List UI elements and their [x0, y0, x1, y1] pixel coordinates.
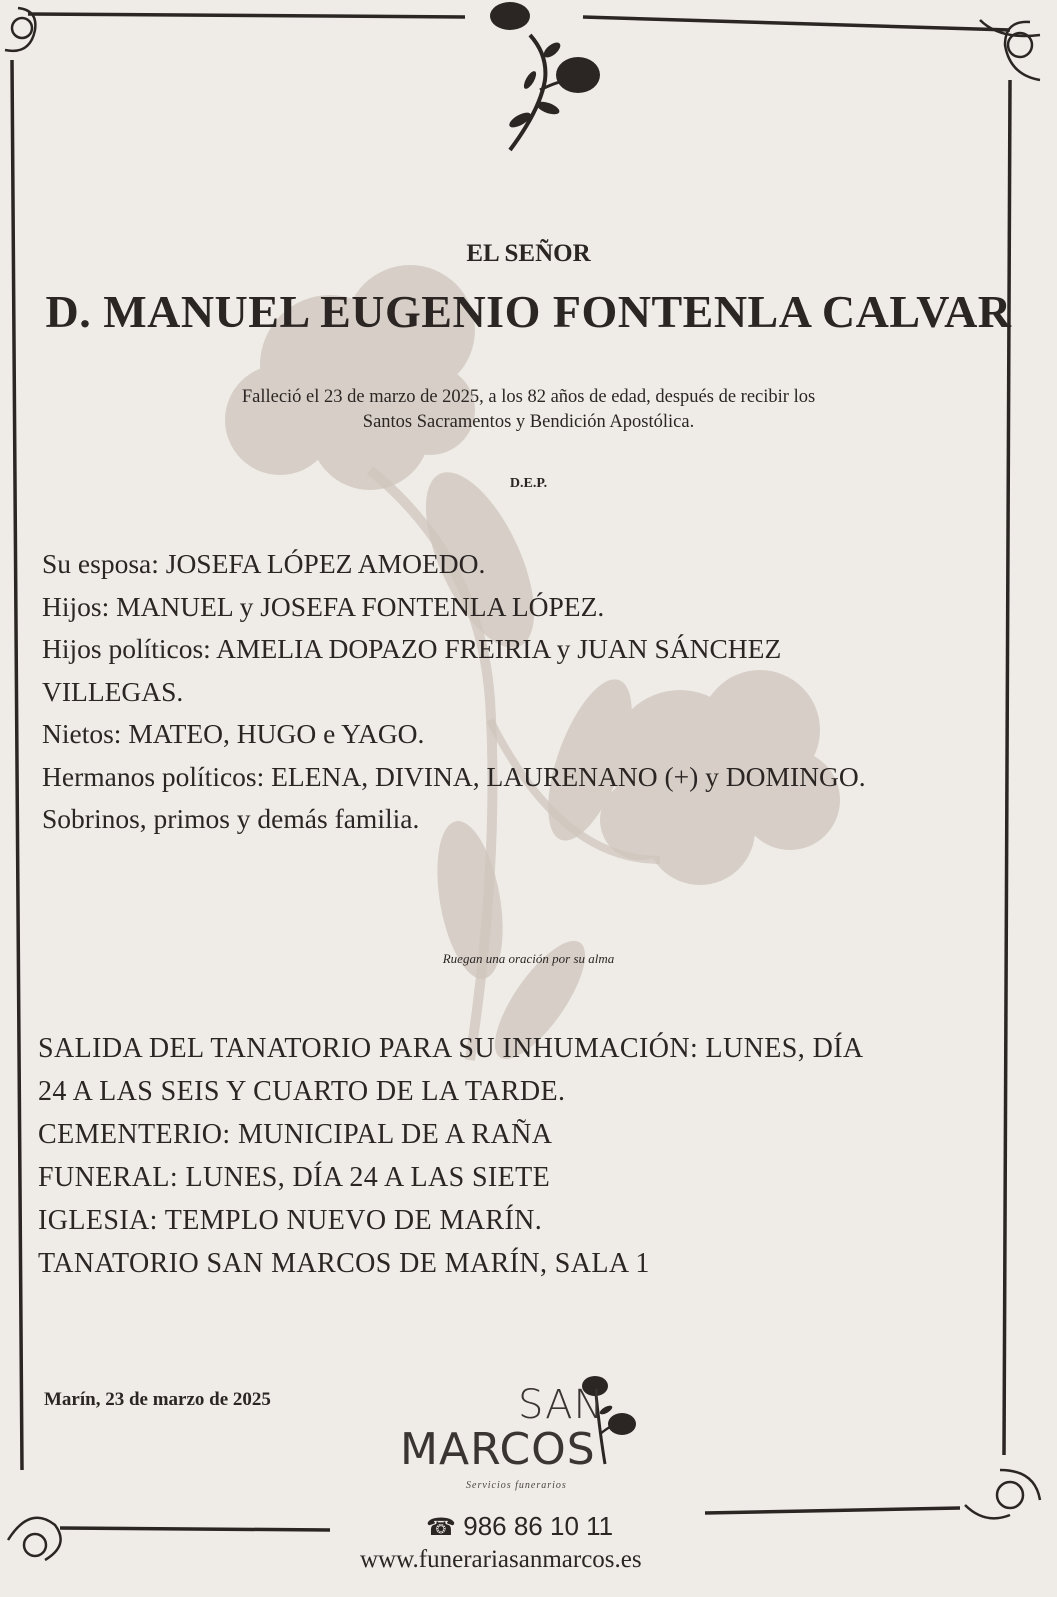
logo-marcos-text: MARCOS	[400, 1424, 596, 1475]
funeral-details	[38, 1027, 998, 1285]
prayer-request: Ruegan una oración por su alma	[442, 951, 615, 966]
death-line-2: Santos Sacramentos y Bendición Apostólica.	[362, 412, 695, 432]
subtitle: EL SEÑOR	[466, 240, 591, 267]
family-line: Hijos políticos: AMELIA DOPAZO FREIRIA y JUAN SÁNCHEZ	[42, 633, 782, 664]
family-line: Sobrinos, primos y demás familia.	[42, 803, 420, 834]
website-link[interactable]: www.funerariasanmarcos.es	[360, 1546, 642, 1573]
detail-line: 24 A LAS SEIS Y CUARTO DE LA TARDE.	[38, 1076, 566, 1107]
death-statement	[0, 385, 1057, 435]
logo-san-text: SAN	[518, 1382, 605, 1428]
death-line-1: Falleció el 23 de marzo de 2025, a los 82 años de edad, después de recibir los	[241, 387, 816, 407]
detail-line: IGLESIA: TEMPLO NUEVO DE MARÍN.	[38, 1205, 543, 1236]
detail-line: SALIDA DEL TANATORIO PARA SU INHUMACIÓN: LUNES, DÍA	[38, 1033, 864, 1064]
family-line: Hermanos políticos: ELENA, DIVINA, LAURENANO (+) y DOMINGO.	[42, 760, 866, 792]
detail-line: TANATORIO SAN MARCOS DE MARÍN, SALA 1	[38, 1248, 650, 1279]
phone-contact	[426, 1511, 613, 1542]
rose-ornament-icon	[490, 2, 600, 150]
family-list	[42, 543, 1002, 841]
place-and-date: Marín, 23 de marzo de 2025	[44, 1389, 271, 1410]
deceased-name: D. MANUEL EUGENIO FONTENLA CALVAR	[45, 286, 1012, 337]
family-line: Nietos: MATEO, HUGO e YAGO.	[42, 718, 425, 749]
detail-line: CEMENTERIO: MUNICIPAL DE A RAÑA	[38, 1119, 553, 1150]
telephone-icon: ☎	[426, 1514, 456, 1541]
family-line: Hijos: MANUEL y JOSEFA FONTENLA LÓPEZ.	[42, 590, 605, 622]
phone-number: 986 86 10 11	[463, 1511, 614, 1541]
detail-line: FUNERAL: LUNES, DÍA 24 A LAS SIETE	[38, 1162, 551, 1193]
logo-tagline: Servicios funerarios	[466, 1480, 567, 1491]
family-line: Su esposa: JOSEFA LÓPEZ AMOEDO.	[42, 548, 486, 579]
family-line: VILLEGAS.	[42, 675, 184, 707]
san-marcos-logo	[400, 1374, 660, 1499]
rip-label: D.E.P.	[509, 476, 548, 491]
